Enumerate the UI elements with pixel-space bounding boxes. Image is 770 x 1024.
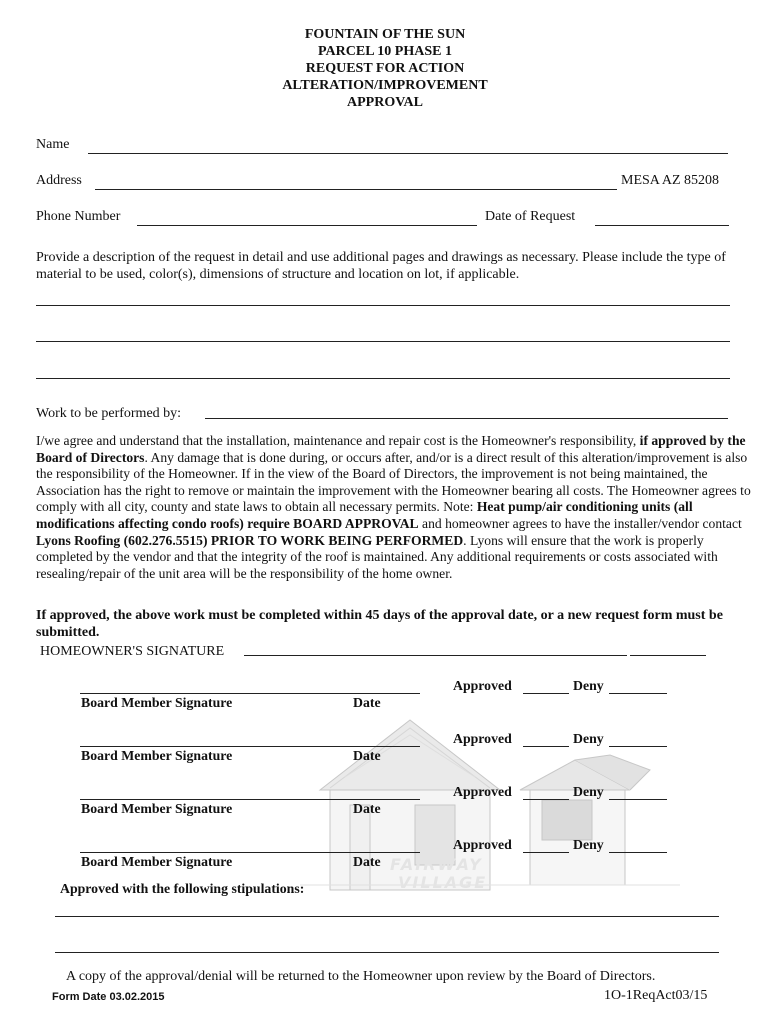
- agreement-bold-prior: PRIOR TO WORK BEING PERFORMED: [210, 532, 464, 548]
- work-performed-field[interactable]: [205, 404, 728, 419]
- board-approved-label-2: Approved: [453, 731, 512, 746]
- phone-field[interactable]: [137, 211, 477, 226]
- board-date-label-3: Date: [353, 801, 381, 816]
- stipulations-label: Approved with the following stipulations:: [60, 881, 305, 896]
- address-field[interactable]: [95, 175, 617, 190]
- stipulations-line-1[interactable]: [55, 902, 719, 917]
- address-label: Address: [36, 173, 82, 188]
- title-line-3: REQUEST FOR ACTION: [305, 61, 465, 76]
- title-line-1: FOUNTAIN OF THE SUN: [304, 27, 466, 42]
- board-signature-label-1: Board Member Signature: [81, 695, 233, 710]
- board-deny-label-1: Deny: [573, 678, 604, 693]
- description-line-1[interactable]: [36, 291, 730, 306]
- board-deny-field-1[interactable]: [609, 679, 667, 694]
- board-deny-label-4: Deny: [573, 837, 604, 852]
- board-signature-field-1[interactable]: [80, 679, 420, 694]
- name-label: Name: [36, 137, 70, 152]
- agreement-bold-approved: if approved by the Board of Directors: [36, 433, 746, 465]
- agreement-text-1: I/we agree and understand that the installation, maintenance and repair cost is the Homeowner's responsibility,: [36, 433, 637, 448]
- agreement-paren-close: ): [202, 532, 208, 548]
- board-date-label-1: Date: [353, 695, 381, 710]
- board-date-label-2: Date: [353, 748, 381, 763]
- homeowner-signature-field[interactable]: [244, 641, 627, 656]
- watermark-word-1: FAIRWAY: [390, 855, 483, 874]
- board-approved-label-1: Approved: [453, 678, 512, 693]
- stipulations-line-2[interactable]: [55, 938, 719, 953]
- board-approved-field-2[interactable]: [523, 732, 569, 747]
- agreement-paren-open: (: [123, 532, 129, 548]
- agreement-bold-lyons: Lyons Roofing: [36, 532, 121, 548]
- board-date-label-4: Date: [353, 854, 381, 869]
- description-instructions: Provide a description of the request in detail and use additional pages and drawings as necessary. Please include the type of material to be used, color(s), dimensions of structure and location on lot, if applicable.: [36, 250, 726, 282]
- agreement-text-3: and homeowner agrees to have the installer/vendor contact: [422, 515, 742, 531]
- title-line-5: APPROVAL: [347, 95, 423, 110]
- board-deny-field-4[interactable]: [609, 838, 667, 853]
- board-signature-field-3[interactable]: [80, 785, 420, 800]
- board-deny-label-3: Deny: [573, 784, 604, 799]
- board-approved-field-3[interactable]: [523, 785, 569, 800]
- board-approved-field-1[interactable]: [523, 679, 569, 694]
- agreement-bold-heat-pump: Heat pump/air conditioning units (all modifications affecting condo roofs) require BOARD APPROVAL: [36, 499, 693, 531]
- board-signature-label-3: Board Member Signature: [81, 801, 233, 816]
- board-signature-field-4[interactable]: [80, 838, 420, 853]
- description-line-3[interactable]: [36, 364, 730, 379]
- board-signature-field-2[interactable]: [80, 732, 420, 747]
- phone-label: Phone Number: [36, 209, 121, 224]
- address-city-state-zip: MESA AZ 85208: [621, 173, 720, 188]
- board-approved-field-4[interactable]: [523, 838, 569, 853]
- board-deny-field-2[interactable]: [609, 732, 667, 747]
- homeowner-signature-date-field[interactable]: [630, 641, 706, 656]
- date-of-request-field[interactable]: [595, 211, 729, 226]
- form-code: 1O-1ReqAct03/15: [604, 988, 708, 1003]
- date-of-request-label: Date of Request: [485, 209, 576, 224]
- approval-deadline-note: If approved, the above work must be completed within 45 days of the approval date, or a new request form must be submitted.: [36, 608, 723, 640]
- board-deny-label-2: Deny: [573, 731, 604, 746]
- board-signature-label-4: Board Member Signature: [81, 854, 233, 869]
- agreement-paragraph: [36, 433, 754, 582]
- agreement-text-4: . Lyons will ensure that the work is properly completed by the vendor and that the integrity of the roof is maintained. Any additional requirements or costs associated with resealing/repair of the unit area will be the responsibility of the home owner.: [36, 532, 718, 581]
- board-approved-label-3: Approved: [453, 784, 512, 799]
- watermark-word-2: VILLAGE: [398, 873, 488, 892]
- board-deny-field-3[interactable]: [609, 785, 667, 800]
- name-field[interactable]: [88, 139, 728, 154]
- copy-returned-note: A copy of the approval/denial will be returned to the Homeowner upon review by the Board of Directors.: [66, 969, 656, 984]
- title-line-4: ALTERATION/IMPROVEMENT: [282, 78, 488, 93]
- form-date: Form Date 03.02.2015: [52, 991, 165, 1003]
- work-performed-label: Work to be performed by:: [36, 406, 182, 421]
- agreement-text-2: . Any damage that is done during, or occurs after, and/or is a direct result of this alteration/improvement is also the responsibility of the Homeowner. If in the view of the Board of Directors, the improvement is not being maintained, the Association has the right to remove or maintain the improvement with the Homeowner bearing all costs. The Homeowner agrees to comply with all city, county and state laws to obtain all necessary permits. Note:: [36, 449, 751, 515]
- homeowner-signature-label: HOMEOWNER'S SIGNATURE: [40, 644, 225, 659]
- board-approved-label-4: Approved: [453, 837, 512, 852]
- board-signature-label-2: Board Member Signature: [81, 748, 233, 763]
- title-line-2: PARCEL 10 PHASE 1: [318, 44, 452, 59]
- description-line-2[interactable]: [36, 327, 730, 342]
- agreement-phone: 602.276.5515: [128, 532, 203, 548]
